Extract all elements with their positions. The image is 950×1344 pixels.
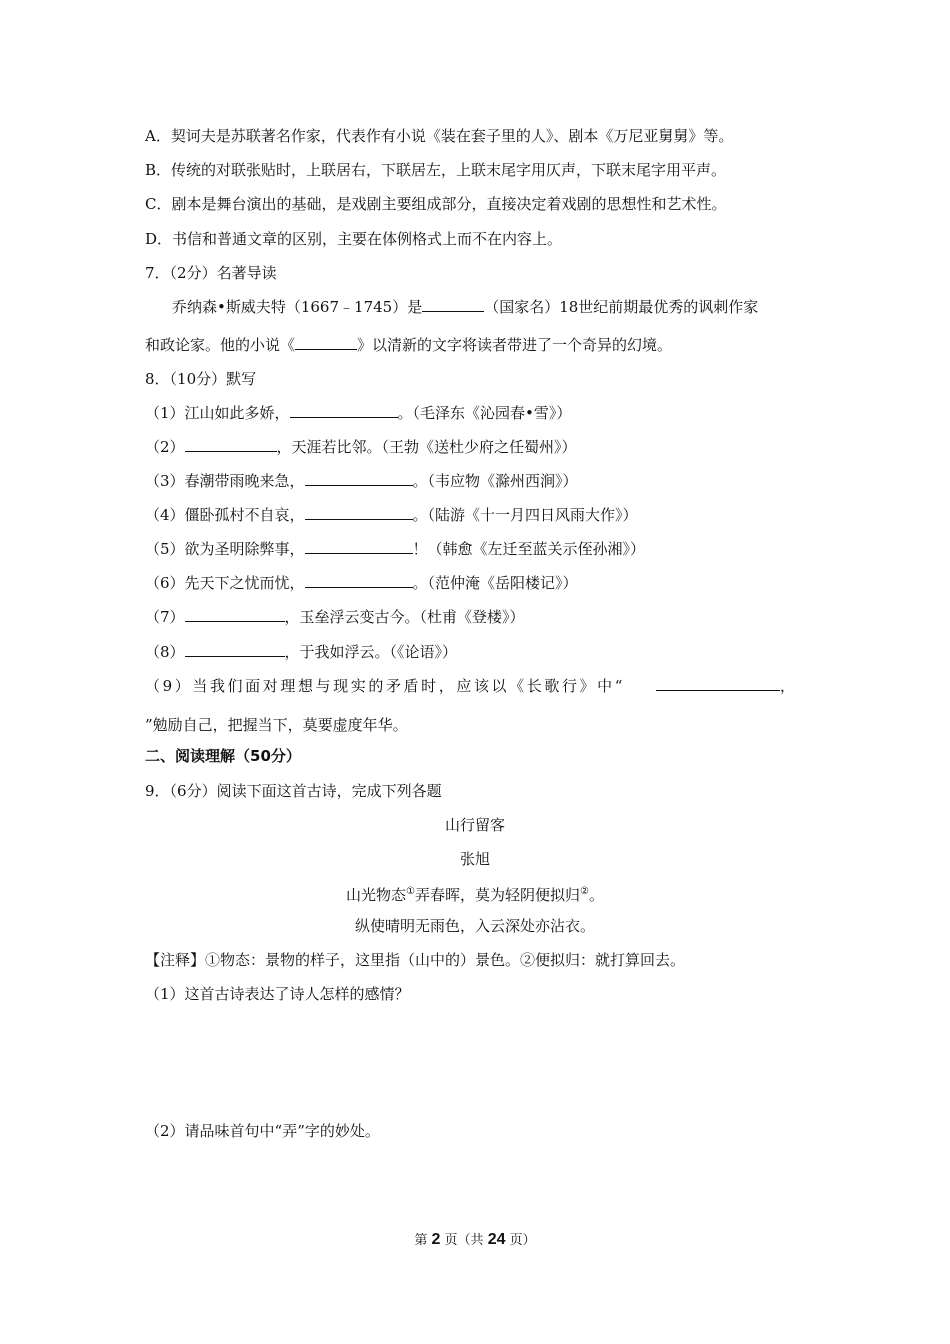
- question-9-title: 9．（6分）阅读下面这首古诗，完成下列各题: [145, 782, 442, 800]
- footnote-marker: ①: [406, 886, 415, 897]
- sub-question-2: （2）请品味首句中“弄”字的妙处。: [145, 1122, 380, 1140]
- recitation-item-9: [145, 676, 795, 696]
- sub-question-1: （1）这首古诗表达了诗人怎样的感情？: [145, 985, 410, 1003]
- fill-blank: [305, 539, 413, 554]
- fill-blank: [295, 335, 357, 350]
- item-suffix: ，天涯若比邻。（王勃《送杜少府之任蜀州》）: [276, 438, 577, 456]
- fill-blank: [185, 437, 277, 452]
- recitation-item: [145, 471, 578, 491]
- poem-line-1: [0, 882, 950, 905]
- item-prefix: （2）: [145, 438, 185, 456]
- footer-text: 页）: [509, 1233, 536, 1248]
- item-prefix: （1）江山如此多娇，: [145, 404, 290, 422]
- item-prefix: （8）: [145, 643, 185, 661]
- item-suffix: ，玉垒浮云变古今。（杜甫《登楼》）: [284, 608, 525, 626]
- recitation-item: [145, 539, 645, 559]
- poem-title: 山行留客: [444, 816, 505, 834]
- recitation-item: [145, 505, 638, 525]
- question-7-line-1: [172, 297, 758, 317]
- question-7-line-2: [145, 335, 672, 355]
- poem-line-2: 纵使晴明无雨色，入云深处亦沾衣。: [354, 917, 595, 935]
- item-prefix: （4）僵卧孤村不自哀，: [145, 506, 305, 524]
- option-c: C．剧本是舞台演出的基础，是戏剧主要组成部分，直接决定着戏剧的思想性和艺术性。: [145, 195, 727, 213]
- fill-blank: [422, 297, 484, 312]
- option-a: A．契诃夫是苏联著名作家，代表作有小说《装在套子里的人》、剧本《万尼亚舅舅》等。: [145, 127, 734, 145]
- recitation-item: [145, 607, 525, 627]
- fill-blank: [185, 642, 285, 657]
- footer-text: 页（共: [444, 1233, 484, 1248]
- fill-blank: [185, 607, 285, 622]
- q7-line2-post: 》以清新的文字将读者带进了一个奇异的幻境。: [357, 336, 673, 354]
- recitation-item: [145, 642, 457, 662]
- option-d: D．书信和普通文章的区别，主要在体例格式上而不在内容上。: [145, 230, 563, 248]
- q7-line1-post: （国家名）18世纪前期最优秀的讽刺作家: [484, 298, 759, 316]
- total-pages: 24: [487, 1231, 506, 1248]
- recitation-item: [145, 403, 571, 423]
- item-prefix: （6）先天下之忧而忧，: [145, 574, 305, 592]
- item-prefix: （9）当我们面对理想与现实的矛盾时，应该以《长歌行》中“: [145, 677, 626, 695]
- option-b: B．传统的对联张贴时，上联居右，下联居左，上联末尾字用仄声，下联末尾字用平声。: [145, 161, 727, 179]
- fill-blank: [305, 505, 413, 520]
- page-footer: [0, 1229, 950, 1249]
- q7-line1-pre: 乔纳森•斯威夫特（1667﹣1745）是: [172, 298, 423, 316]
- item-suffix: ！（韩愈《左迁至蓝关示侄孙湘》）: [412, 540, 646, 558]
- item-prefix: （3）春潮带雨晚来急，: [145, 472, 305, 490]
- recitation-item-9-continued: ”勉励自己，把握当下，莫要虚度年华。: [145, 716, 408, 734]
- item-suffix: 。（韦应物《滁州西涧》）: [412, 472, 578, 490]
- section-heading: 二、阅读理解（50分）: [145, 747, 301, 765]
- poem-author: 张旭: [459, 850, 490, 868]
- question-8-title: 8．（10分）默写: [145, 370, 257, 388]
- q7-line2-pre: 和政论家。他的小说《: [145, 336, 296, 354]
- recitation-item: [145, 437, 577, 457]
- fill-blank: [656, 676, 780, 691]
- poem-text: 。: [588, 886, 604, 904]
- item-suffix: ，: [779, 677, 795, 695]
- recitation-item: [145, 573, 578, 593]
- page-number: 2: [431, 1231, 441, 1248]
- item-prefix: （5）欲为圣明除弊事，: [145, 540, 305, 558]
- item-suffix: 。（毛泽东《沁园春•雪》）: [397, 404, 572, 422]
- item-suffix: ，于我如浮云。（《论语》）: [284, 643, 458, 661]
- item-suffix: 。（陆游《十一月四日风雨大作》）: [412, 506, 638, 524]
- fill-blank: [290, 403, 398, 418]
- poem-text: 弄春晖，莫为轻阴便拟归: [414, 886, 580, 904]
- poem-text: 山光物态: [346, 886, 407, 904]
- fill-blank: [305, 573, 413, 588]
- fill-blank: [305, 471, 413, 486]
- question-7-title: 7．（2分）名著导读: [145, 264, 277, 282]
- poem-notes: 【注释】①物态：景物的样子，这里指（山中的）景色。②便拟归：就打算回去。: [145, 951, 686, 969]
- item-prefix: （7）: [145, 608, 185, 626]
- footer-text: 第: [414, 1233, 428, 1248]
- footnote-marker: ②: [580, 886, 589, 897]
- item-suffix: 。（范仲淹《岳阳楼记》）: [412, 574, 578, 592]
